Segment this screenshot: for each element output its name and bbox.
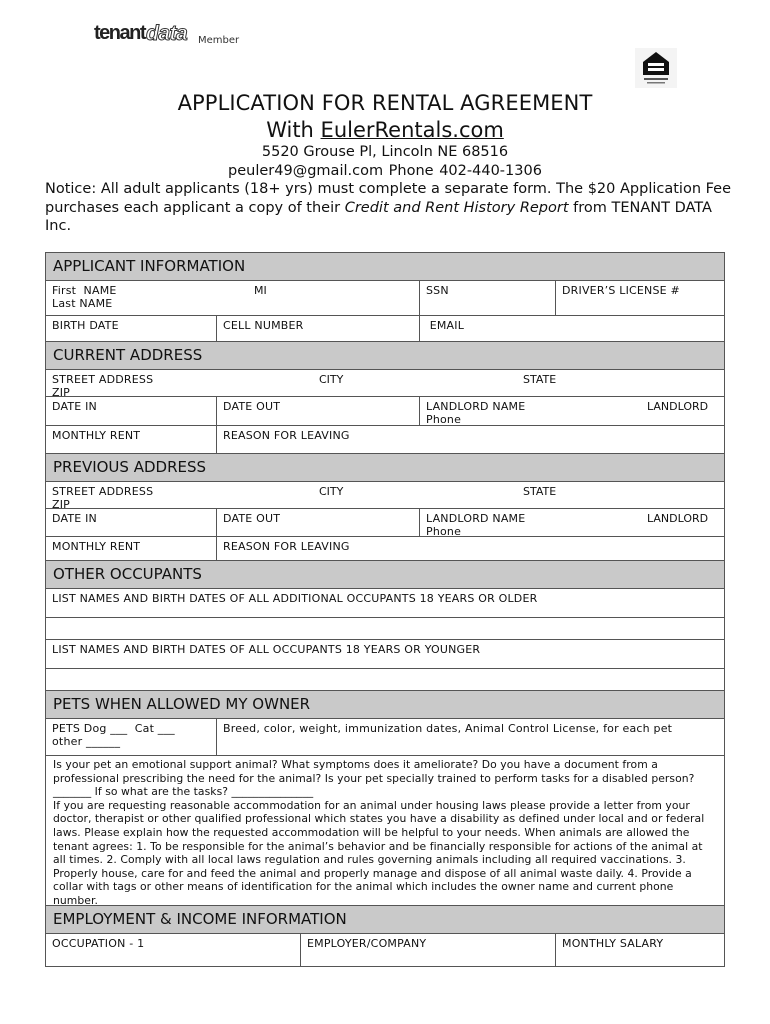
previous-street-row <box>45 481 725 511</box>
first-name-label: First NAME <box>52 284 117 297</box>
esa-question-paragraph: Is your pet an emotional support animal? What symptoms does it ameliorate? Do you have a document from a professional prescribing the need for the animal? Is your pet specially trained to perform tasks for a disabled person? _______ If so what are the tasks? _______________ <box>53 758 695 799</box>
previous-date-out-label: DATE OUT <box>223 512 281 525</box>
email-field[interactable] <box>419 316 724 341</box>
adult-occupants-label-row <box>45 588 725 617</box>
current-phone-label: Phone <box>426 413 462 426</box>
pets-line-1: PETS Dog ___ Cat ___ <box>52 722 175 735</box>
current-state-label: STATE <box>523 373 557 386</box>
current-landlord-name-label: LANDLORD NAME <box>426 400 526 413</box>
current-date-in-label: DATE IN <box>52 400 97 413</box>
section-header-other-occupants: OTHER OCCUPANTS <box>45 560 725 588</box>
pets-line-2: other ______ <box>52 735 121 748</box>
monthly-salary-label: MONTHLY SALARY <box>562 937 664 950</box>
employer-field[interactable] <box>300 934 555 966</box>
section-header-current-address: CURRENT ADDRESS <box>45 341 725 369</box>
birth-date-label: BIRTH DATE <box>52 319 119 332</box>
section-header-previous-address: PREVIOUS ADDRESS <box>45 453 725 481</box>
current-street-row <box>45 369 725 399</box>
landlord-address: 5520 Grouse Pl, Lincoln NE 68516 <box>261 144 509 160</box>
previous-monthly-rent-label: MONTHLY RENT <box>52 540 141 553</box>
employer-label: EMPLOYER/COMPANY <box>307 937 427 950</box>
notice-part-1: Notice: All adult applicants (18+ yrs) must complete a separate form. The $20 Application Fee purchases each applicant a copy of their <box>45 181 732 216</box>
current-reason-field[interactable] <box>216 426 724 453</box>
previous-date-in-label: DATE IN <box>52 512 97 525</box>
occupation-field[interactable] <box>46 934 300 966</box>
last-name-label: Last NAME <box>52 297 113 310</box>
ssn-label: SSN <box>426 284 449 297</box>
current-date-out-field[interactable] <box>216 397 419 425</box>
previous-reason-label: REASON FOR LEAVING <box>223 540 350 553</box>
previous-zip-label: ZIP <box>52 498 71 511</box>
notice-italic: Credit and Rent History Report <box>344 199 569 216</box>
cell-number-field[interactable] <box>216 316 419 341</box>
pets-accommodation-row <box>45 755 725 905</box>
previous-reason-field[interactable] <box>216 537 724 560</box>
application-form <box>45 252 725 967</box>
section-header-employment: EMPLOYMENT & INCOME INFORMATION <box>45 905 725 933</box>
previous-street-field[interactable] <box>46 482 724 511</box>
previous-date-in-field[interactable] <box>46 509 216 536</box>
previous-landlord-label: LANDLORD <box>647 512 709 525</box>
previous-rent-row <box>45 536 725 560</box>
current-landlord-field[interactable] <box>419 397 724 425</box>
employment-row <box>45 933 725 967</box>
notice-text <box>45 180 735 236</box>
pets-details-label: Breed, color, weight, immunization dates, Animal Control License, for each pet <box>223 722 673 735</box>
notice-part-2: from TENANT DATA Inc. <box>45 199 712 234</box>
previous-state-label: STATE <box>523 485 557 498</box>
minor-occupants-blank-row[interactable] <box>45 668 725 690</box>
previous-landlord-name-label: LANDLORD NAME <box>426 512 526 525</box>
current-street-label: STREET ADDRESS <box>52 373 154 386</box>
previous-dates-row <box>45 508 725 536</box>
logo-member-text: Member <box>198 35 240 46</box>
mi-label: MI <box>254 284 267 297</box>
equal-housing-opportunity-icon <box>635 48 677 88</box>
form-title: APPLICATION FOR RENTAL AGREEMENT <box>177 91 593 115</box>
birth-date-field[interactable] <box>46 316 216 341</box>
occupation-label: OCCUPATION - 1 <box>52 937 145 950</box>
logo-tenant-text: tenant <box>94 22 145 44</box>
current-date-out-label: DATE OUT <box>223 400 281 413</box>
adult-occupants-blank-row[interactable] <box>45 617 725 639</box>
current-landlord-label: LANDLORD <box>647 400 709 413</box>
applicant-contact-row <box>45 315 725 341</box>
current-reason-label: REASON FOR LEAVING <box>223 429 350 442</box>
current-rent-row <box>45 425 725 453</box>
drivers-license-field[interactable] <box>555 281 724 315</box>
current-monthly-rent-field[interactable] <box>46 426 216 453</box>
adult-occupants-label: LIST NAMES AND BIRTH DATES OF ALL ADDITIONAL OCCUPANTS 18 YEARS OR OLDER <box>52 592 538 605</box>
previous-street-label: STREET ADDRESS <box>52 485 154 498</box>
previous-monthly-rent-field[interactable] <box>46 537 216 560</box>
current-city-label: CITY <box>319 373 344 386</box>
applicant-name-row <box>45 280 725 315</box>
previous-date-out-field[interactable] <box>216 509 419 536</box>
name-field[interactable] <box>46 281 416 315</box>
minor-occupants-label: LIST NAMES AND BIRTH DATES OF ALL OCCUPANTS 18 YEARS OR YOUNGER <box>52 643 481 656</box>
monthly-salary-field[interactable] <box>555 934 724 966</box>
pets-details-field[interactable] <box>216 719 724 755</box>
section-header-pets: PETS WHEN ALLOWED MY OWNER <box>45 690 725 718</box>
subtitle-prefix: With <box>266 118 321 142</box>
current-zip-label: ZIP <box>52 386 71 399</box>
pets-type-field[interactable] <box>46 719 216 755</box>
previous-landlord-field[interactable] <box>419 509 724 536</box>
adult-occupants-field[interactable] <box>46 589 724 617</box>
pets-row <box>45 718 725 755</box>
email-label: EMAIL <box>426 319 465 332</box>
cell-number-label: CELL NUMBER <box>223 319 304 332</box>
drivers-license-label: DRIVER’S LICENSE # <box>562 284 680 297</box>
section-header-applicant: APPLICANT INFORMATION <box>45 252 725 280</box>
logo-data-text: data <box>146 22 188 45</box>
previous-phone-label: Phone <box>426 525 462 538</box>
current-date-in-field[interactable] <box>46 397 216 425</box>
landlord-contact: peuler49@gmail.com Phone 402-440-1306 <box>228 163 542 179</box>
site-link[interactable]: EulerRentals.com <box>320 118 504 142</box>
accommodation-policy-paragraph: If you are requesting reasonable accommodation for an animal under housing laws please provide a letter from your doctor, therapist or other qualified professional which states you have a disability as defined under local and or federal laws. Please explain how the requested accommodation will be helpful to your needs. When animals are allowed the tenant agrees: 1. To be responsible for the animal’s behavior and be financially responsible for actions of the animal at all times. 2. Comply with all local laws regulation and rules governing animals including all required vaccinations. 3. Properly house, care for and feed the animal and properly manage and dispose of all animal waste daily. 4. Provide a collar with tags or other means of identification for the animal which includes the owner name and current phone number. <box>53 798 705 907</box>
previous-city-label: CITY <box>319 485 344 498</box>
current-dates-row <box>45 396 725 425</box>
minor-occupants-field[interactable] <box>46 640 724 668</box>
ssn-field[interactable] <box>419 281 555 315</box>
minor-occupants-label-row <box>45 639 725 668</box>
current-monthly-rent-label: MONTHLY RENT <box>52 429 141 442</box>
current-street-field[interactable] <box>46 370 724 399</box>
form-subtitle <box>0 118 770 142</box>
